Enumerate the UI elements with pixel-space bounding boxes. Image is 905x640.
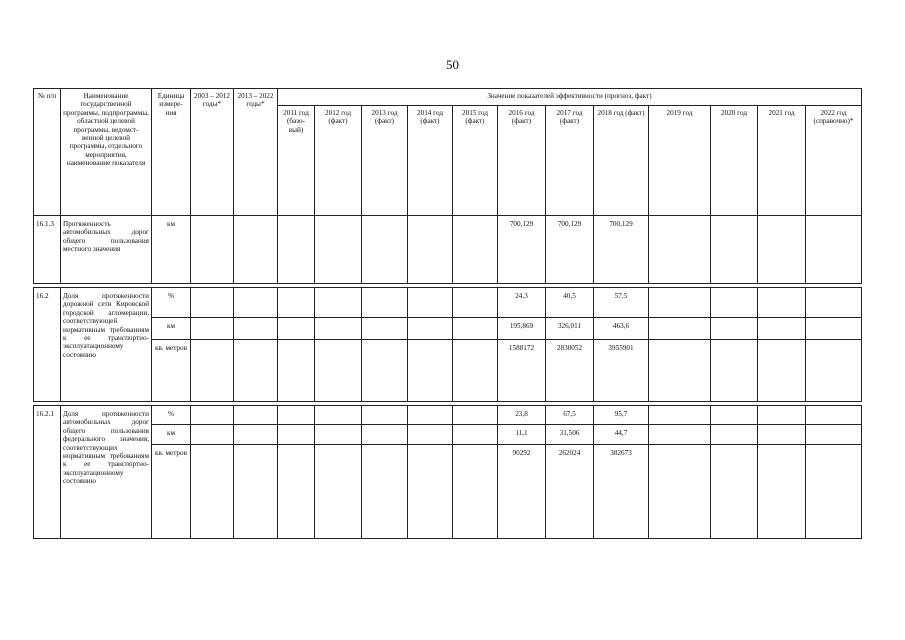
header-year-2019: 2019 год [649, 106, 711, 216]
cell-2012 [315, 318, 362, 340]
cell-2014 [408, 425, 453, 445]
cell-2013 [362, 340, 408, 402]
header-year-2012: 2012 год (факт) [315, 106, 362, 216]
cell-2019 [649, 406, 711, 425]
cell-2022 [806, 340, 862, 402]
cell-2013 [362, 406, 408, 425]
cell-2019 [649, 216, 711, 284]
table-row [34, 340, 862, 402]
cell-2011 [278, 216, 315, 284]
cell-2015 [453, 425, 498, 445]
row-unit: % [152, 288, 191, 318]
cell-2022 [806, 406, 862, 425]
page-number: 50 [446, 57, 459, 72]
cell-2012 [315, 216, 362, 284]
header-year-2020: 2020 год [711, 106, 758, 216]
table-row [34, 425, 862, 445]
cell-2015 [453, 318, 498, 340]
cell-2015 [453, 406, 498, 425]
cell-2011 [278, 406, 315, 425]
cell-2022 [806, 288, 862, 318]
cell-2021 [758, 340, 806, 402]
header-unit: Единица измере-ния [152, 89, 191, 216]
cell-2013-2022 [234, 340, 278, 402]
row-name: Протяженность автомобильных дорог общего пользования местного значения [61, 216, 152, 284]
cell-2013-2022 [234, 216, 278, 284]
cell-2012 [315, 425, 362, 445]
cell-2016: 1588172 [498, 340, 546, 402]
cell-2013 [362, 288, 408, 318]
cell-2011 [278, 288, 315, 318]
cell-2015 [453, 288, 498, 318]
cell-2003-2012 [191, 216, 234, 284]
row-code: 16.2 [34, 288, 61, 402]
cell-2011 [278, 425, 315, 445]
cell-2015 [453, 340, 498, 402]
cell-2014 [408, 340, 453, 402]
cell-2003-2012 [191, 340, 234, 402]
header-year-2013: 2013 год (факт) [362, 106, 408, 216]
cell-2020 [711, 425, 758, 445]
cell-2018: 382673 [594, 445, 649, 539]
header-year-2016: 2016 год (факт) [498, 106, 546, 216]
cell-2019 [649, 318, 711, 340]
cell-2018: 95,7 [594, 406, 649, 425]
cell-2011 [278, 340, 315, 402]
cell-2017: 67,5 [546, 406, 594, 425]
row-unit: км [152, 216, 191, 284]
cell-2018: 57,5 [594, 288, 649, 318]
cell-2016: 11,1 [498, 425, 546, 445]
cell-2013-2022 [234, 318, 278, 340]
cell-2014 [408, 445, 453, 539]
row-name: Доля протяженности автомобильных дорог общего пользования федерального значения, соответствующих нормативным требованиям к ее транспортно-эксплуатационному состоянию [61, 406, 152, 539]
row-code: 16.1.3 [34, 216, 61, 284]
indicators-table-wrapper [33, 88, 862, 539]
cell-2014 [408, 288, 453, 318]
cell-2013 [362, 318, 408, 340]
table-row [34, 445, 862, 539]
cell-2021 [758, 288, 806, 318]
cell-2015 [453, 216, 498, 284]
cell-2013-2022 [234, 288, 278, 318]
cell-2020 [711, 406, 758, 425]
cell-2018: 463,6 [594, 318, 649, 340]
cell-2018: 44,7 [594, 425, 649, 445]
cell-2015 [453, 445, 498, 539]
cell-2017: 31,506 [546, 425, 594, 445]
cell-2003-2012 [191, 288, 234, 318]
cell-2012 [315, 445, 362, 539]
cell-2011 [278, 318, 315, 340]
cell-2022 [806, 445, 862, 539]
cell-2016: 24,3 [498, 288, 546, 318]
row-unit: кв. метров [152, 445, 191, 539]
cell-2013-2022 [234, 445, 278, 539]
cell-2012 [315, 406, 362, 425]
cell-2021 [758, 318, 806, 340]
row-unit: км [152, 318, 191, 340]
cell-2021 [758, 216, 806, 284]
cell-2014 [408, 406, 453, 425]
header-year-2017: 2017 год (факт) [546, 106, 594, 216]
header-name: Наименование государственной программы, подпрограммы, областной целевой программы, ведомст-венной целевой программы, отдельного мероприятия, наименование показателя [61, 89, 152, 216]
header-group-title: Значение показателей эффективности (прогноз, факт) [278, 89, 862, 106]
cell-2016: 700,129 [498, 216, 546, 284]
row-unit: км [152, 425, 191, 445]
cell-2021 [758, 445, 806, 539]
cell-2003-2012 [191, 318, 234, 340]
cell-2011 [278, 445, 315, 539]
cell-2022 [806, 216, 862, 284]
cell-2019 [649, 425, 711, 445]
cell-2018: 3955901 [594, 340, 649, 402]
header-year-2021: 2021 год [758, 106, 806, 216]
row-unit: % [152, 406, 191, 425]
cell-2018: 700,129 [594, 216, 649, 284]
cell-2013 [362, 425, 408, 445]
cell-2012 [315, 340, 362, 402]
row-unit: кв. метров [152, 340, 191, 402]
table-row [34, 288, 862, 318]
row-name: Доля протяженности дорожной сети Кировской городской агломерации, соответствующей нормативным требованиям к ее транспортно-эксплуатационному состоянию [61, 288, 152, 402]
cell-2013-2022 [234, 425, 278, 445]
cell-2020 [711, 445, 758, 539]
header-year-2015: 2015 год (факт) [453, 106, 498, 216]
cell-2013 [362, 216, 408, 284]
cell-2003-2012 [191, 406, 234, 425]
cell-2017: 2830052 [546, 340, 594, 402]
cell-2019 [649, 445, 711, 539]
cell-2017: 262024 [546, 445, 594, 539]
cell-2017: 326,011 [546, 318, 594, 340]
cell-2016: 90292 [498, 445, 546, 539]
cell-2017: 700,129 [546, 216, 594, 284]
header-2003-2012: 2003 – 2012 годы* [191, 89, 234, 216]
cell-2020 [711, 288, 758, 318]
cell-2014 [408, 318, 453, 340]
indicators-table [33, 88, 862, 539]
cell-2020 [711, 340, 758, 402]
header-year-2022: 2022 год (справочно)* [806, 106, 862, 216]
cell-2014 [408, 216, 453, 284]
cell-2019 [649, 288, 711, 318]
cell-2017: 40,5 [546, 288, 594, 318]
cell-2021 [758, 406, 806, 425]
table-row [34, 216, 862, 284]
header-2013-2022: 2013 – 2022 годы* [234, 89, 278, 216]
cell-2013-2022 [234, 406, 278, 425]
header-year-2014: 2014 год (факт) [408, 106, 453, 216]
cell-2003-2012 [191, 425, 234, 445]
cell-2022 [806, 425, 862, 445]
cell-2003-2012 [191, 445, 234, 539]
cell-2013 [362, 445, 408, 539]
header-year-2011: 2011 год (базо-вый) [278, 106, 315, 216]
header-year-2018: 2018 год (факт) [594, 106, 649, 216]
cell-2020 [711, 318, 758, 340]
table-row [34, 318, 862, 340]
cell-2020 [711, 216, 758, 284]
header-row [34, 89, 862, 106]
table-row [34, 406, 862, 425]
cell-2021 [758, 425, 806, 445]
cell-2016: 195,869 [498, 318, 546, 340]
row-code: 16.2.1 [34, 406, 61, 539]
cell-2012 [315, 288, 362, 318]
cell-2022 [806, 318, 862, 340]
cell-2016: 23,8 [498, 406, 546, 425]
header-num: № п/п [34, 89, 61, 216]
cell-2019 [649, 340, 711, 402]
